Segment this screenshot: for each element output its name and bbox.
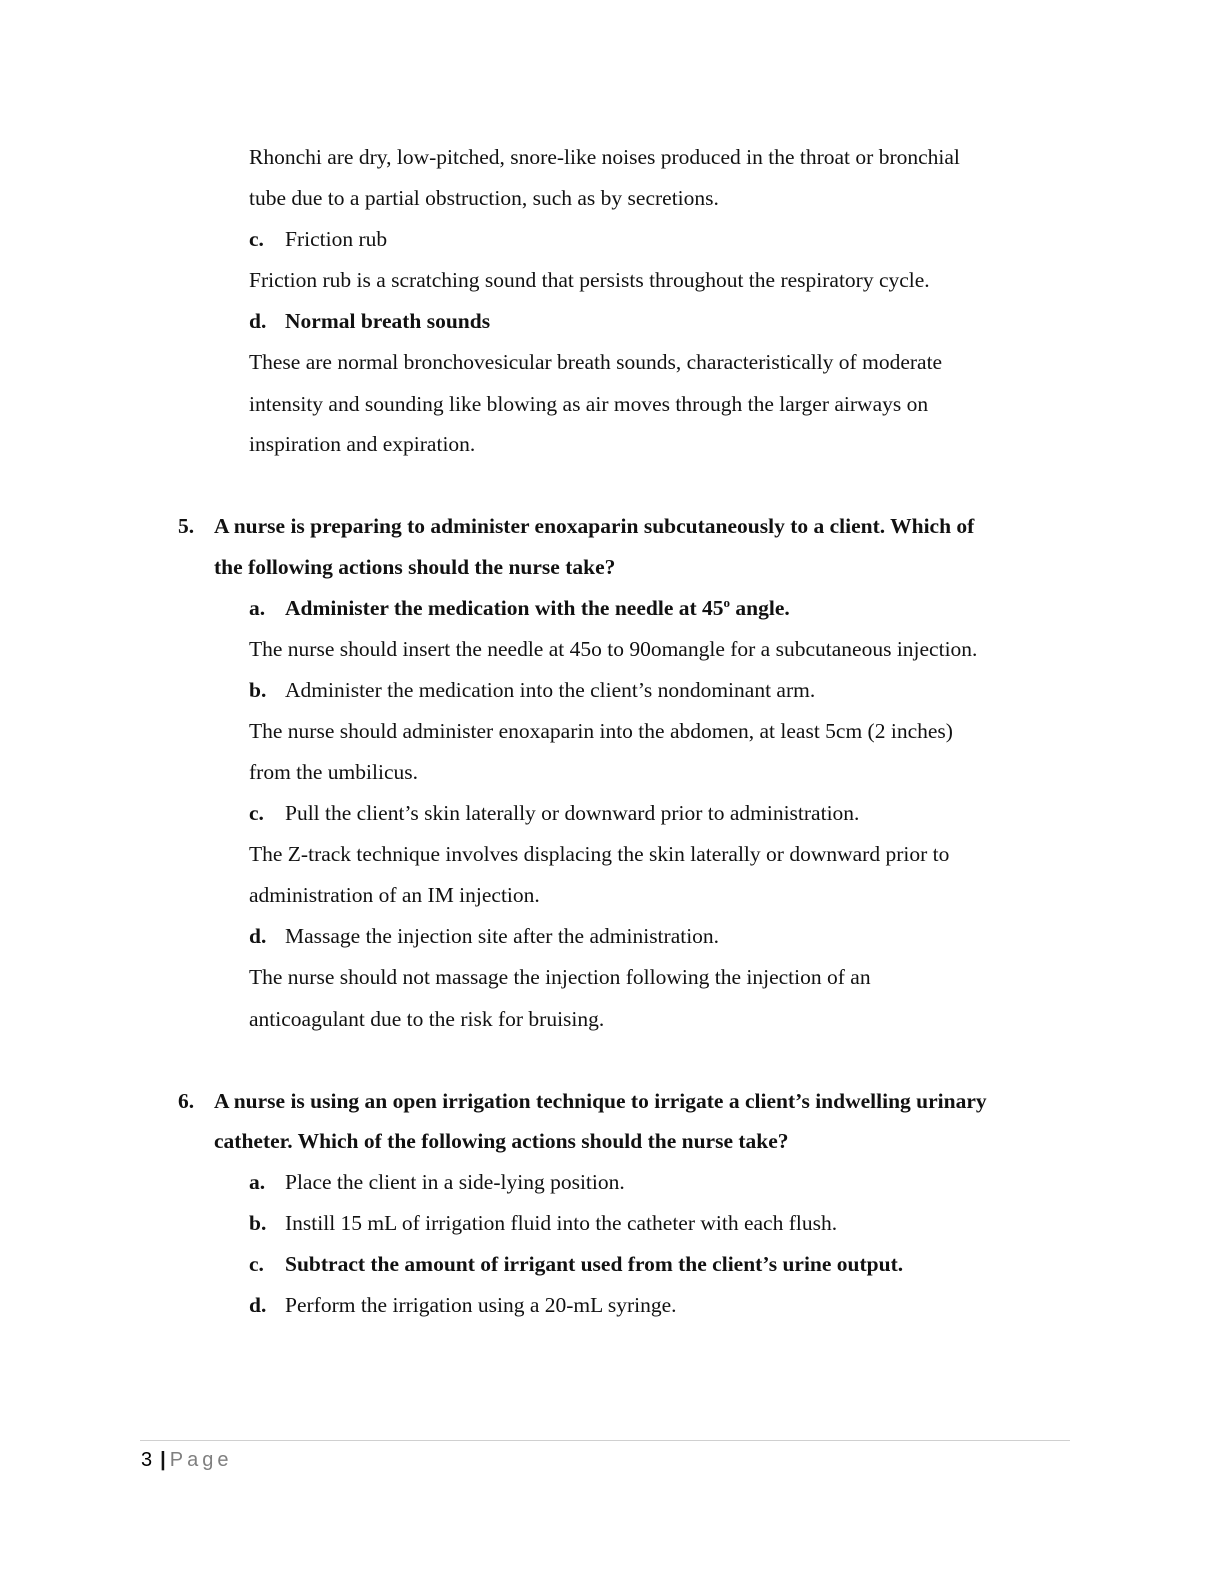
normal-breath-explanation-line-2: intensity and sounding like blowing as air moves through the larger airways on: [249, 392, 929, 416]
option-letter-c: c.: [249, 227, 264, 251]
q5-option-a-end: angle.: [730, 596, 790, 620]
q5-option-a-text: [285, 595, 790, 621]
q5-option-a-explanation: The nurse should insert the needle at 45o to 90omangle for a subcutaneous injection.: [249, 637, 978, 661]
normal-breath-explanation-line-3: inspiration and expiration.: [249, 432, 476, 456]
footer-separator: |: [160, 1449, 166, 1471]
q5-option-a-degree: o: [723, 595, 731, 610]
question-6-stem-line-1: A nurse is using an open irrigation technique to irrigate a client’s indwelling urinary: [214, 1089, 987, 1113]
option-text-friction-rub: Friction rub: [285, 227, 388, 251]
q6-option-letter-b: b.: [249, 1211, 267, 1235]
q6-option-c-text: Subtract the amount of irrigant used from the client’s urine output.: [285, 1252, 904, 1276]
q5-option-d-text: Massage the injection site after the administration.: [285, 924, 720, 948]
q5-option-letter-b: b.: [249, 678, 267, 702]
rhonchi-explanation-line-1: Rhonchi are dry, low-pitched, snore-like noises produced in the throat or bronchial: [249, 145, 960, 169]
q5-option-c-text: Pull the client’s skin laterally or downward prior to administration.: [285, 801, 860, 825]
q5-option-d-explanation-line-1: The nurse should not massage the injection following the injection of an: [249, 965, 871, 989]
page-label: Page: [169, 1449, 233, 1471]
q5-option-b-explanation-line-1: The nurse should administer enoxaparin into the abdomen, at least 5cm (2 inches): [249, 719, 953, 743]
normal-breath-explanation-line-1: These are normal bronchovesicular breath sounds, characteristically of moderate: [249, 350, 943, 374]
q6-option-letter-d: d.: [249, 1293, 267, 1317]
q5-option-c-explanation-line-2: administration of an IM injection.: [249, 883, 540, 907]
question-5-number: 5.: [178, 514, 195, 538]
friction-rub-explanation: Friction rub is a scratching sound that persists throughout the respiratory cycle.: [249, 268, 930, 292]
footer-divider: [140, 1440, 1070, 1441]
q5-option-letter-c: c.: [249, 801, 264, 825]
rhonchi-explanation-line-2: tube due to a partial obstruction, such as by secretions.: [249, 186, 719, 210]
q6-option-b-text: Instill 15 mL of irrigation fluid into the catheter with each flush.: [285, 1211, 838, 1235]
q5-option-a-main: Administer the medication with the needle at 45: [285, 596, 724, 620]
question-6-stem-line-2: catheter. Which of the following actions should the nurse take?: [214, 1129, 789, 1153]
page-footer: [141, 1448, 232, 1472]
question-5-stem-line-2: the following actions should the nurse take?: [214, 555, 616, 579]
question-6-number: 6.: [178, 1089, 195, 1113]
q6-option-letter-a: a.: [249, 1170, 266, 1194]
q6-option-d-text: Perform the irrigation using a 20-mL syringe.: [285, 1293, 677, 1317]
q6-option-letter-c: c.: [249, 1252, 264, 1276]
option-text-normal-breath-sounds: Normal breath sounds: [285, 309, 491, 333]
page-number: 3: [141, 1449, 153, 1471]
q5-option-b-text: Administer the medication into the client’s nondominant arm.: [285, 678, 816, 702]
q5-option-letter-d: d.: [249, 924, 267, 948]
option-letter-d: d.: [249, 309, 267, 333]
q5-option-letter-a: a.: [249, 596, 266, 620]
question-5-stem-line-1: A nurse is preparing to administer enoxaparin subcutaneously to a client. Which of: [214, 514, 975, 538]
q6-option-a-text: Place the client in a side-lying position.: [285, 1170, 625, 1194]
q5-option-c-explanation-line-1: The Z-track technique involves displacing the skin laterally or downward prior to: [249, 842, 950, 866]
q5-option-b-explanation-line-2: from the umbilicus.: [249, 760, 418, 784]
q5-option-d-explanation-line-2: anticoagulant due to the risk for bruising.: [249, 1007, 605, 1031]
